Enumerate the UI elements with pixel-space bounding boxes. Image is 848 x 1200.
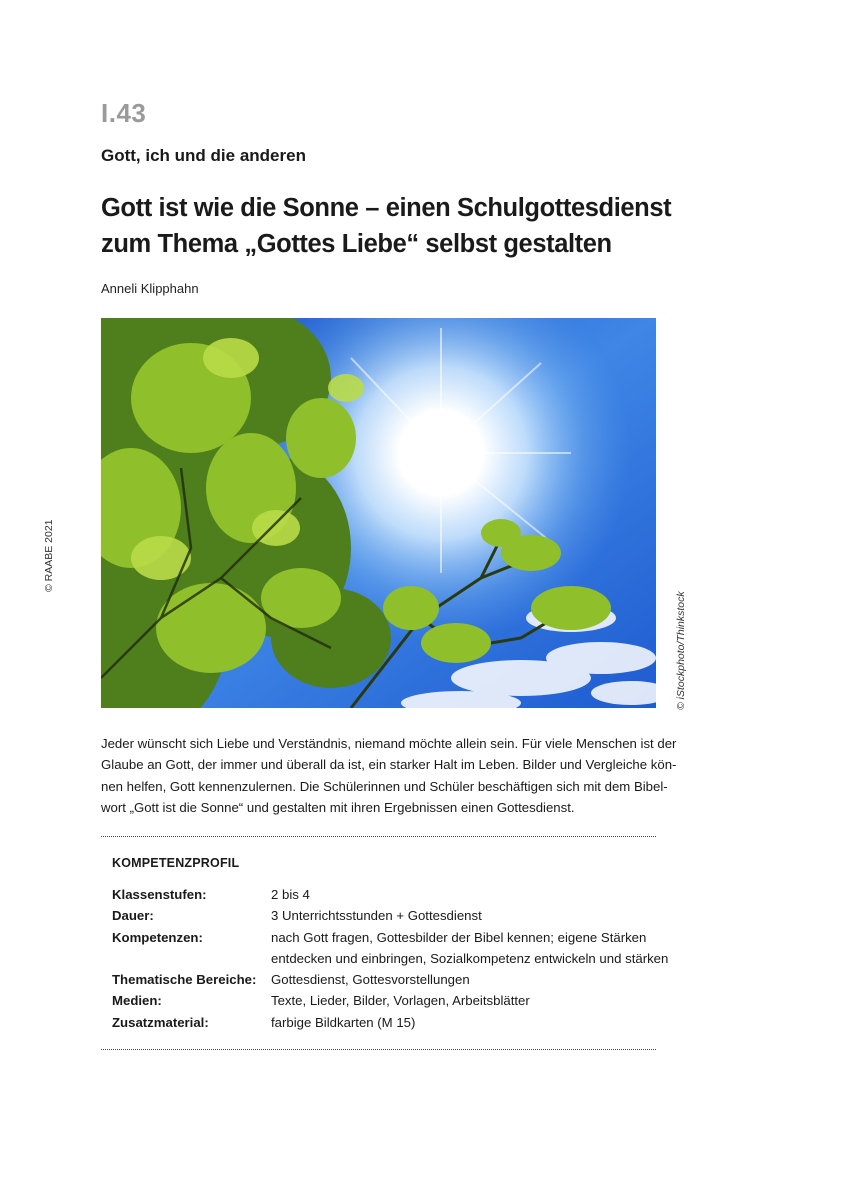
profile-value xyxy=(271,927,672,970)
profile-label: Dauer: xyxy=(112,908,154,924)
profile-row xyxy=(112,884,672,905)
unit-code: I.43 xyxy=(101,98,147,128)
profile-heading: KOMPETENZPROFIL xyxy=(112,856,240,870)
photo-credit: © iStockphoto/Thinkstock xyxy=(675,591,687,710)
profile-label: Klassenstufen: xyxy=(112,887,207,902)
author: Anneli Klipphahn xyxy=(101,281,199,296)
intro-line: Glaube an Gott, der immer und überall da ist, ein starker Halt im Leben. Bilder und Vergleiche kön- xyxy=(101,757,677,773)
intro-line: Jeder wünscht sich Liebe und Verständnis, niemand möchte allein sein. Für viele Menschen ist der xyxy=(101,736,677,751)
profile-row xyxy=(112,1012,672,1033)
profile-label: Medien: xyxy=(112,993,162,1009)
title-line: zum Thema „Gottes Liebe“ selbst gestalten xyxy=(101,230,612,258)
intro-line: nen helfen, Gott kennenzulernen. Die Schülerinnen und Schüler beschäftigen sich mit dem Bibel- xyxy=(101,778,668,794)
page-title xyxy=(101,190,701,262)
intro-paragraph xyxy=(101,733,677,818)
profile-label: Kompetenzen: xyxy=(112,929,203,945)
profile-row xyxy=(112,905,672,926)
series-title: Gott, ich und die anderen xyxy=(101,146,306,165)
profile-row xyxy=(112,927,672,970)
sun-and-tree-photo xyxy=(101,318,656,708)
profile-value-line: Gottesdienst, Gottesvorstellungen xyxy=(271,972,470,988)
profile-value xyxy=(271,884,672,905)
profile-value-line: 3 Unterrichtsstunden + Gottesdienst xyxy=(271,908,482,924)
profile-value xyxy=(271,905,672,926)
side-copyright: © RAABE 2021 xyxy=(43,519,55,592)
profile-value-line: Texte, Lieder, Bilder, Vorlagen, Arbeitsblätter xyxy=(271,993,530,1009)
profile-row xyxy=(112,990,672,1011)
profile-label: Zusatzmaterial: xyxy=(112,1014,209,1030)
profile-value-line: 2 bis 4 xyxy=(271,887,310,902)
profile-label: Thematische Bereiche: xyxy=(112,972,257,988)
profile-value xyxy=(271,990,672,1011)
profile-value xyxy=(271,969,672,990)
dotted-divider-bottom xyxy=(101,1049,656,1050)
title-line: Gott ist wie die Sonne – einen Schulgottesdienst xyxy=(101,194,672,222)
profile-row xyxy=(112,969,672,990)
competence-profile xyxy=(112,884,672,1033)
profile-value-line: farbige Bildkarten (M 15) xyxy=(271,1014,416,1030)
intro-line: wort „Gott ist die Sonne“ und gestalten mit ihren Ergebnissen einen Gottesdienst. xyxy=(101,799,575,815)
profile-value-line: nach Gott fragen, Gottesbilder der Bibel kennen; eigene Stärken xyxy=(271,929,647,945)
dotted-divider-top xyxy=(101,836,656,837)
profile-value-line: entdecken und einbringen, Sozialkompetenz entwickeln und stärken xyxy=(271,950,669,966)
profile-value xyxy=(271,1012,672,1033)
